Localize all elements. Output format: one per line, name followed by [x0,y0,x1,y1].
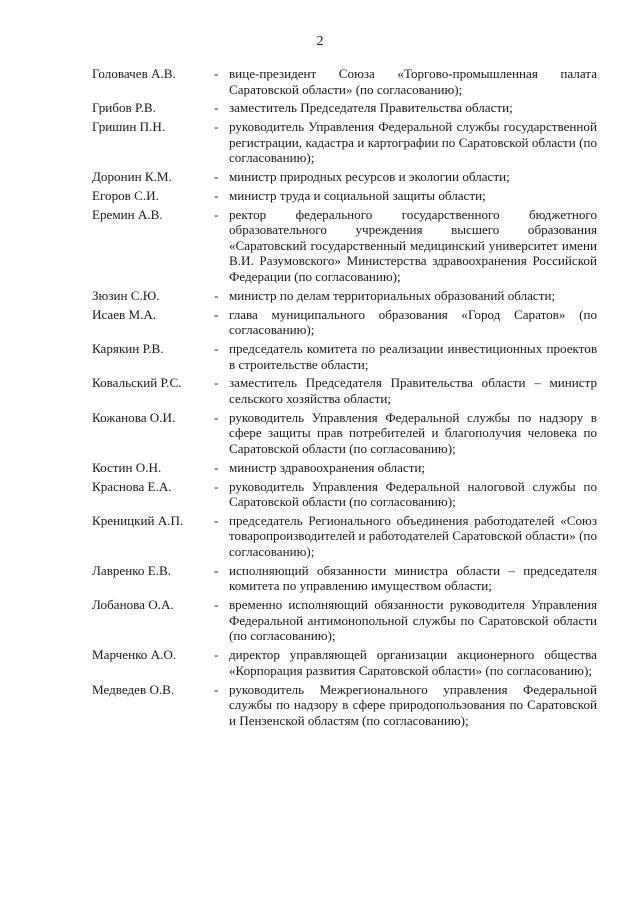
dash-separator: - [214,119,219,135]
member-list [92,66,597,732]
page-number: 2 [316,34,324,49]
dash-separator: - [214,187,219,203]
member-name: Гришин П.Н. [92,119,166,135]
member-position: руководитель Управления Федеральной службы по надзору в сфере защиты прав потребителей и благополучия человека по Саратовской области (по согласованию); [229,409,597,456]
member-name: Марченко А.О. [92,647,177,663]
member-position: министр здравоохранения области; [229,459,426,475]
list-item [92,597,597,644]
member-position: руководитель Управления Федеральной налоговой службы по Саратовской области (по согласованию); [229,478,597,510]
list-item [92,479,597,510]
member-position: министр по делам территориальных образований области; [229,287,556,303]
member-position: заместитель Председателя Правительства области – министр сельского хозяйства области; [229,375,597,406]
list-item [92,188,597,204]
list-item [92,682,597,729]
list-item [92,119,597,166]
member-position: министр природных ресурсов и экологии области; [229,169,510,185]
list-item [92,341,597,372]
list-item [92,288,597,304]
member-position: временно исполняющий обязанности руководителя Управления Федеральной антимонопольной службы по Саратовской области (по согласованию); [229,597,597,644]
list-item [92,410,597,457]
dash-separator: - [214,66,219,81]
member-name: Исаев М.А. [92,306,157,322]
dash-separator: - [214,409,219,425]
dash-separator: - [214,478,219,494]
member-name: Костин О.Н. [92,459,162,475]
dash-separator: - [214,597,219,613]
member-position: руководитель Межрегионального управления Федеральной службы по надзору в сфере природопользования по Саратовской и Пензенской областям (по согласованию); [229,681,597,728]
member-name: Егоров С.И. [92,187,159,203]
member-position: глава муниципального образования «Город Саратов» (по согласованию); [229,306,597,338]
member-name: Ковальский Р.С. [92,375,182,391]
dash-separator: - [214,287,219,303]
member-position: директор управляющей организации акционерного общества «Корпорация развития Саратовской области» (по согласованию); [229,647,597,678]
list-item [92,100,597,116]
dash-separator: - [214,206,219,222]
list-item [92,647,597,678]
member-name: Кожанова О.И. [92,409,176,425]
list-item [92,563,597,594]
dash-separator: - [214,341,219,356]
dash-separator: - [214,375,219,391]
member-name: Краснова Е.А. [92,478,172,494]
member-name: Креницкий А.П. [92,512,184,528]
member-name: Доронин К.М. [92,169,172,185]
list-item [92,207,597,285]
dash-separator: - [214,681,219,697]
member-position: руководитель Управления Федеральной службы государственной регистрации, кадастра и картографии по Саратовской области (по согласованию); [229,119,597,166]
dash-separator: - [214,169,219,185]
dash-separator: - [214,306,219,322]
dash-separator: - [214,459,219,475]
list-item [92,66,597,97]
member-name: Головачев А.В. [92,66,176,81]
member-name: Лобанова О.А. [92,597,174,613]
member-position: ректор федерального государственного бюджетного образовательного учреждения высшего образования «Саратовский государственный медицинский университет имени В.И. Разумовского» Министерства здравоохранения Российской Федерации (по согласованию); [229,206,597,285]
list-item [92,460,597,476]
member-name: Медведев О.В. [92,681,175,697]
member-name: Зюзин С.Ю. [92,287,160,303]
dash-separator: - [214,512,219,528]
dash-separator: - [214,562,219,578]
member-name: Еремин А.В. [92,206,163,222]
member-name: Грибов Р.В. [92,100,156,116]
list-item [92,169,597,185]
list-item [92,307,597,338]
list-item [92,513,597,560]
member-position: заместитель Председателя Правительства области; [229,100,513,116]
member-position: вице-президент Союза «Торгово-промышленная палата Саратовской области» (по согласованию); [229,66,597,97]
member-position: министр труда и социальной защиты области; [229,187,486,203]
member-position: председатель комитета по реализации инвестиционных проектов в строительстве области; [229,341,597,372]
member-name: Лавренко Е.В. [92,562,172,578]
member-position: председатель Регионального объединения работодателей «Союз товаропроизводителей и работодателей Саратовской области» (по согласованию); [229,512,597,560]
member-name: Карякин Р.В. [92,341,164,356]
list-item [92,375,597,406]
dash-separator: - [214,647,219,663]
member-position: исполняющий обязанности министра области – председателя комитета по управлению имуществом области; [229,562,597,594]
dash-separator: - [214,100,219,116]
